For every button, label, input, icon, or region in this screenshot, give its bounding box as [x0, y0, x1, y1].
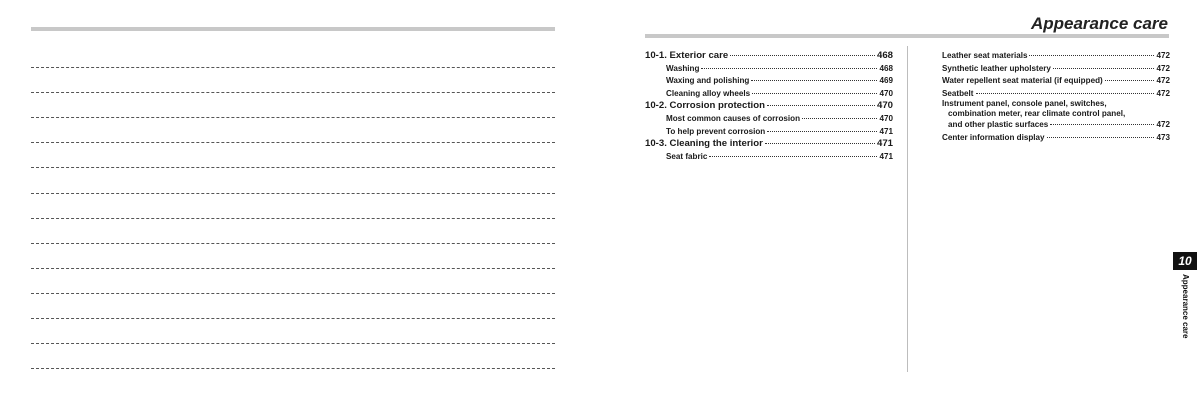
note-line [31, 193, 555, 194]
note-line [31, 318, 555, 319]
toc-subsection[interactable]: Cleaning alloy wheels 470 [645, 87, 893, 100]
page-number: 471 [879, 126, 893, 136]
toc-item[interactable]: Center information display 473 [942, 131, 1170, 144]
toc-item[interactable]: Synthetic leather upholstery 472 [942, 62, 1170, 75]
toc-subsection[interactable]: Most common causes of corrosion 470 [645, 112, 893, 125]
page-number: 472 [1156, 120, 1170, 130]
header-rule [31, 27, 555, 31]
toc-section[interactable]: 10-3. Cleaning the interior 471 [645, 137, 893, 150]
page-number: 472 [1156, 88, 1170, 98]
page-number: 470 [879, 88, 893, 98]
note-line [31, 218, 555, 219]
chapter-title: Appearance care [1030, 14, 1168, 33]
toc-column-left [645, 49, 893, 162]
note-line [31, 368, 555, 369]
note-line [31, 117, 555, 118]
page-number: 470 [876, 100, 893, 112]
chapter-tab-label: Appearance care [1181, 274, 1190, 339]
note-line [31, 142, 555, 143]
toc-subsection[interactable]: Washing 468 [645, 62, 893, 75]
page-number: 472 [1156, 76, 1170, 86]
column-divider [907, 46, 908, 372]
page-number: 471 [879, 151, 893, 161]
note-line [31, 343, 555, 344]
page-number: 470 [879, 113, 893, 123]
toc-section[interactable]: 10-1. Exterior care 468 [645, 49, 893, 62]
chapter-tab-number[interactable]: 10 [1173, 252, 1197, 270]
note-line [31, 167, 555, 168]
page-number: 473 [1156, 132, 1170, 142]
note-line [31, 92, 555, 93]
toc-section[interactable]: 10-2. Corrosion protection 470 [645, 99, 893, 112]
note-line [31, 243, 555, 244]
toc-item[interactable]: Water repellent seat material (if equipped) 472 [942, 74, 1170, 87]
page-number: 468 [879, 63, 893, 73]
toc-item-multiline[interactable]: Instrument panel, console panel, switches, combination meter, rear climate control panel, and other plastic surfaces 472 [942, 99, 1170, 130]
header-rule [645, 34, 1169, 38]
toc-subsection[interactable]: Seat fabric 471 [645, 150, 893, 163]
toc-item[interactable]: Leather seat materials 472 [942, 49, 1170, 62]
contents-page [600, 0, 1200, 402]
page-number: 472 [1156, 51, 1170, 60]
toc-item[interactable]: Seatbelt 472 [942, 87, 1170, 100]
page-number: 471 [876, 138, 893, 150]
toc-subsection[interactable]: To help prevent corrosion 471 [645, 125, 893, 138]
toc-subsection[interactable]: Waxing and polishing 469 [645, 74, 893, 87]
note-line [31, 268, 555, 269]
page-number: 469 [879, 76, 893, 86]
note-line [31, 293, 555, 294]
page-number: 472 [1156, 63, 1170, 73]
toc-column-right [942, 49, 1170, 143]
page-number: 468 [876, 50, 893, 61]
note-line [31, 67, 555, 68]
